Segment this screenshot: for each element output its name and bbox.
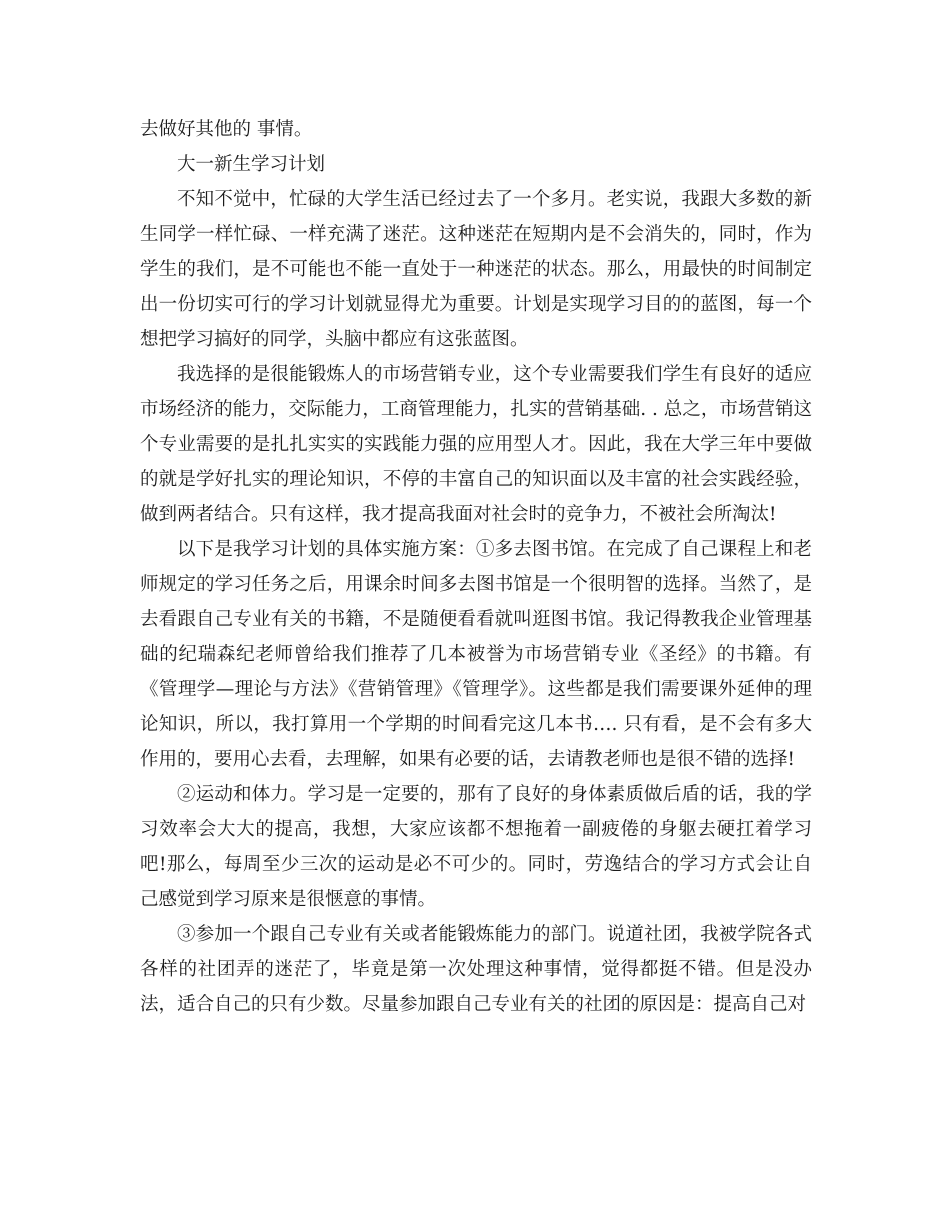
paragraph-intro: 不知不觉中，忙碌的大学生活已经过去了一个多月。老实说，我跟大多数的新生同学一样忙碌、一样充满了迷茫。这种迷茫在短期内是不会消失的，同时，作为学生的我们，是不可能也不能一直处于一种迷茫的状态。那么，用最快的时间制定出一份切实可行的学习计划就显得尤为重要。计划是实现学习目的的蓝图，每一个想把学习搞好的同学，头脑中都应有这张蓝图。	[140, 189, 812, 350]
document-body	[140, 112, 812, 1022]
paragraph-plan-exercise: ②运动和体力。学习是一定要的，那有了良好的身体素质做后盾的话，我的学习效率会大大的提高，我想，大家应该都不想拖着一副疲倦的身躯去硬扛着学习吧!那么，每周至少三次的运动是必不可少的。同时，劳逸结合的学习方式会让自己感觉到学习原来是很惬意的事情。	[140, 784, 812, 910]
section-title: 大一新生学习计划	[177, 154, 326, 175]
paragraph-major: 我选择的是很能锻炼人的市场营销专业，这个专业需要我们学生有良好的适应市场经济的能力，交际能力，工商管理能力，扎实的营销基础. . 总之，市场营销这个专业需要的是扎扎实实的实践能力强的应用型人才。因此，我在大学三年中要做的就是学好扎实的理论知识，不停的丰富自己的知识面以及丰富的社会实践经验，做到两者结合。只有这样，我才提高我面对社会时的竞争力，不被社会所淘汰!	[140, 364, 812, 525]
paragraph-plan-clubs: ③参加一个跟自己专业有关或者能锻炼能力的部门。说道社团，我被学院各式各样的社团弄的迷茫了，毕竟是第一次处理这种事情，觉得都挺不错。但是没办法，适合自己的只有少数。尽量参加跟自己专业有关的社团的原因是：提高自己对	[140, 924, 812, 1015]
paragraph-plan-library: 以下是我学习计划的具体实施方案：①多去图书馆。在完成了自己课程上和老师规定的学习任务之后，用课余时间多去图书馆是一个很明智的选择。当然了，是去看跟自己专业有关的书籍，不是随便看看就叫逛图书馆。我记得教我企业管理基础的纪瑞森纪老师曾给我们推荐了几本被誉为市场营销专业《圣经》的书籍。有《管理学—理论与方法》《营销管理》《管理学》。这些都是我们需要课外延伸的理论知识，所以，我打算用一个学期的时间看完这几本书…. 只有看，是不会有多大作用的，要用心去看，去理解，如果有必要的话，去请教老师也是很不错的选择!	[140, 539, 812, 770]
continuation-line: 去做好其他的 事情。	[140, 119, 313, 140]
